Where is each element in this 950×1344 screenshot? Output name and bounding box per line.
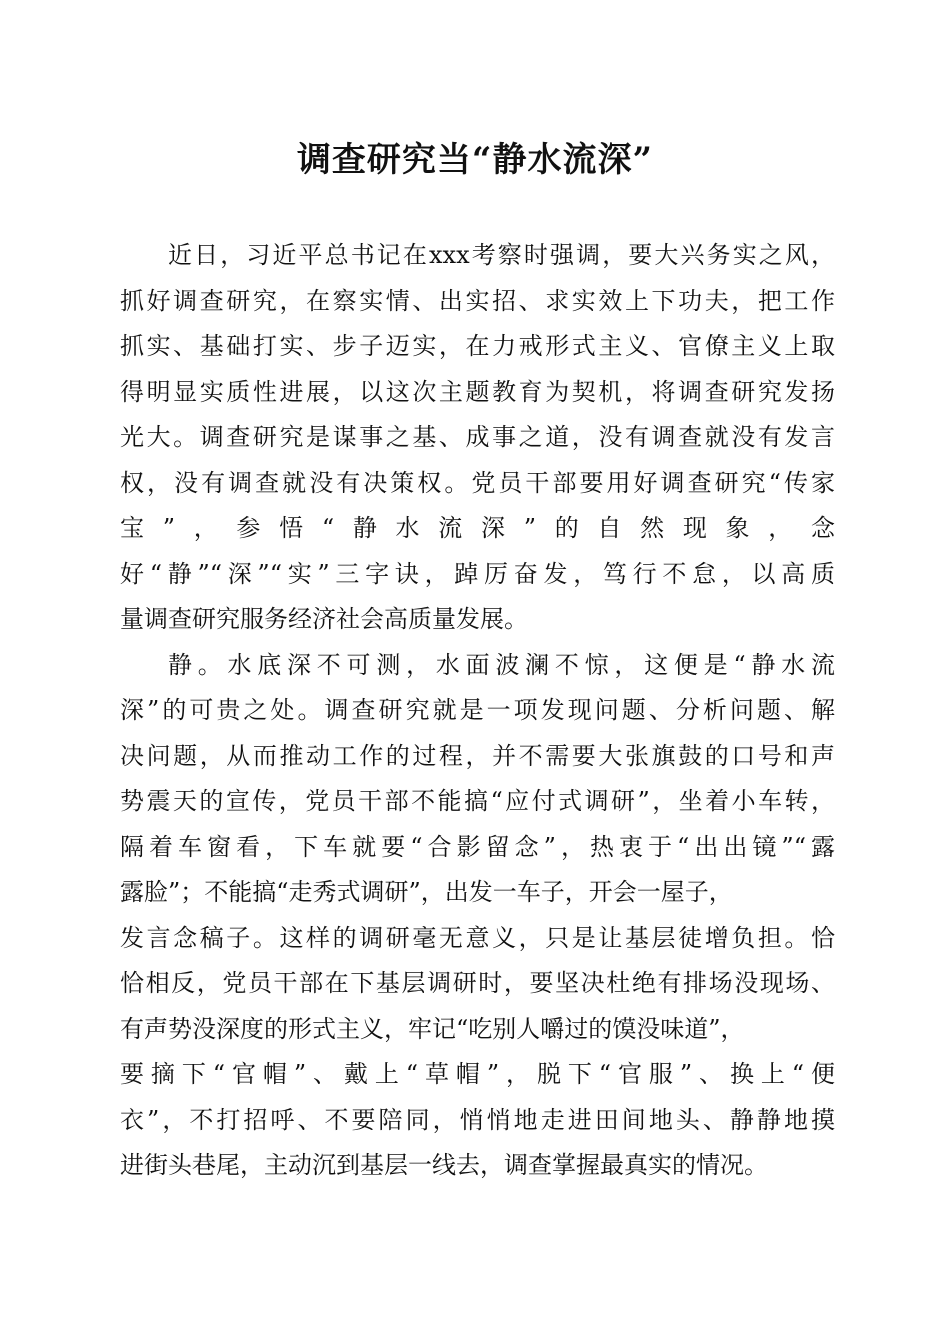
paragraph-line: 好“静”“深”“实”三字诀，踔厉奋发，笃行不怠，以高质 (120, 559, 835, 588)
paragraph-line: 势震天的宣传，党员干部不能搞“应付式调研”，坐着小车转， (120, 787, 835, 815)
paragraph-line: 光大。调查研究是谋事之基、成事之道，没有调查就没有发言 (120, 423, 835, 451)
document-body (120, 233, 835, 1189)
paragraph-line: 发言念稿子。这样的调研毫无意义，只是让基层徒增负担。恰 (120, 923, 835, 952)
paragraph-1 (120, 233, 835, 643)
paragraph-line: 露脸”；不能搞“走秀式调研”，出发一车子，开会一屋子， (120, 878, 733, 906)
paragraph-line: 进街头巷尾，主动沉到基层一线去，调查掌握最真实的情况。 (120, 1151, 768, 1179)
paragraph-2 (120, 643, 835, 1189)
paragraph-line: 权，没有调查就没有决策权。党员干部要用好调查研究“传家 (120, 468, 835, 497)
paragraph-line: 要摘下“官帽”、戴上“草帽”，脱下“官服”、换上“便 (120, 1060, 835, 1088)
paragraph-line: 恰相反，党员干部在下基层调研时，要坚决杜绝有排场没现场、 (120, 969, 835, 997)
paragraph-line: 抓好调查研究，在察实情、出实招、求实效上下功夫，把工作 (120, 286, 835, 315)
paragraph-line: 深”的可贵之处。调查研究就是一项发现问题、分析问题、解 (120, 696, 835, 724)
paragraph-line: 隔着车窗看，下车就要“合影留念”，热衷于“出出镜”“露 (120, 832, 835, 861)
paragraph-line: 有声势没深度的形式主义，牢记“吃别人嚼过的馍没味道”， (120, 1014, 745, 1043)
document-title: 调查研究当“静水流深” (296, 140, 654, 180)
paragraph-line: 宝”，参悟“静水流深”的自然现象，念 (120, 514, 835, 542)
paragraph-line: 决问题，从而推动工作的过程，并不需要大张旗鼓的口号和声 (120, 741, 835, 770)
paragraph-line: 量调查研究服务经济社会高质量发展。 (120, 605, 528, 633)
paragraph-line: 近日，习近平总书记在xxx考察时强调，要大兴务实之风， (168, 241, 835, 269)
paragraph-line: 得明显实质性进展，以这次主题教育为契机，将调查研究发扬 (120, 377, 835, 406)
paragraph-line: 抓实、基础打实、步子迈实，在力戒形式主义、官僚主义上取 (120, 332, 835, 360)
paragraph-line: 衣”，不打招呼、不要陪同，悄悄地走进田间地头、静静地摸 (120, 1105, 835, 1134)
paragraph-line: 静。水底深不可测，水面波澜不惊，这便是“静水流 (168, 650, 835, 679)
